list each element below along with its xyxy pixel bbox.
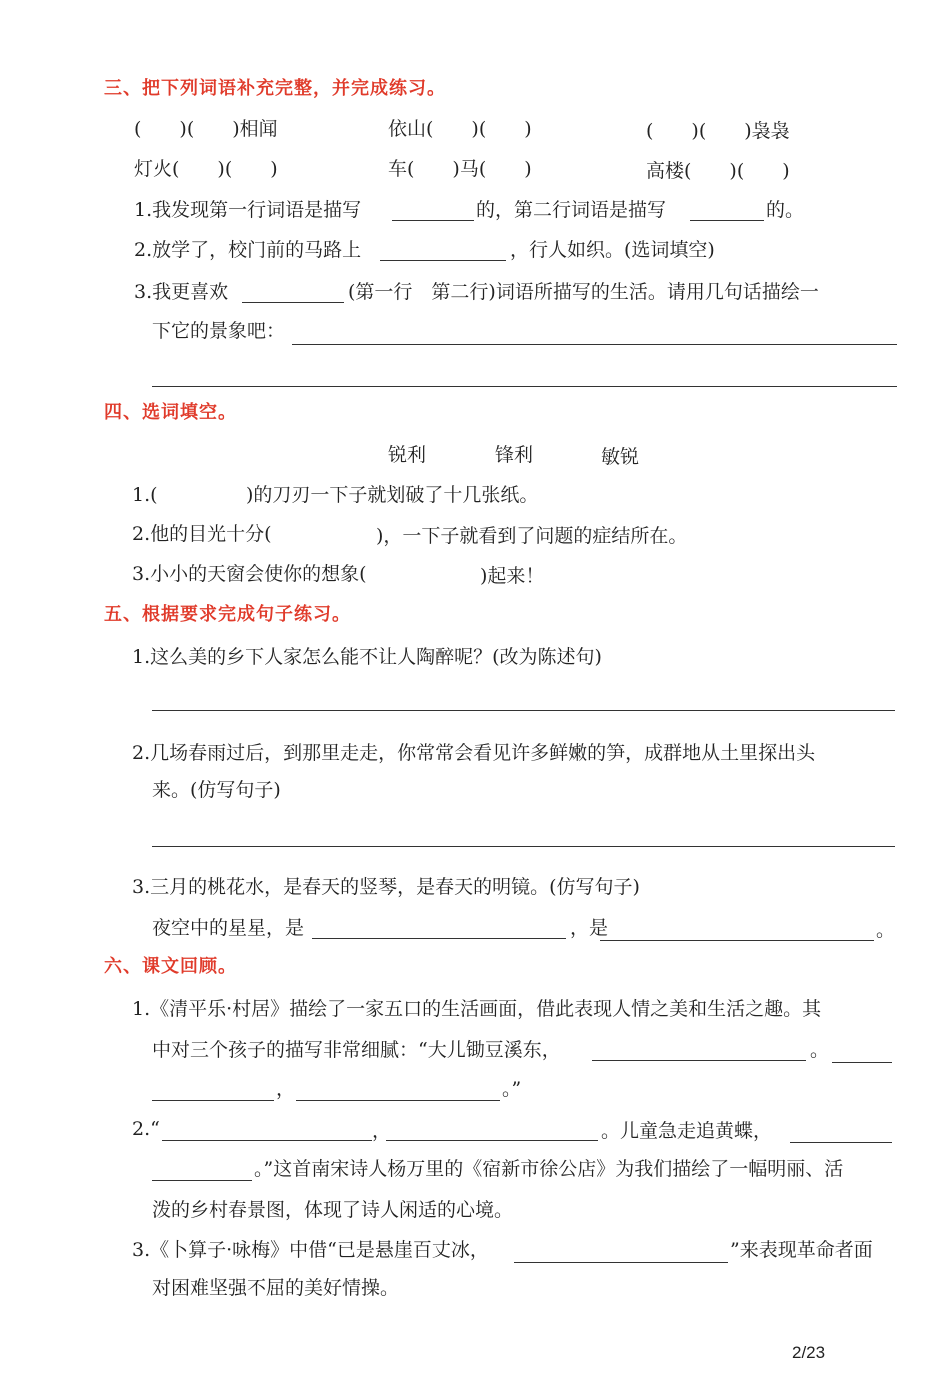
q6-2-line-1-part-a: 2.“ [132,1118,160,1140]
q5-3-part-b: ，是 [570,917,609,939]
word-option: 锐利 [388,444,427,466]
idiom-2-2: 车( )马( ) [388,158,532,180]
q3-1-part-b: 的，第二行词语是描写 [476,199,667,221]
q3-1-part-c: 的。 [766,199,805,221]
q6-2-line-3: 泼的乡村春景图，体现了诗人闲适的心境。 [152,1199,514,1221]
answer-blank[interactable] [832,1062,892,1063]
q6-1-line-3-part-a: ， [276,1078,296,1100]
q4-2-part-a: 2.他的目光十分( [132,523,272,545]
q3-2-part-b: ，行人如织。(选词填空) [510,239,715,261]
q4-1-part-a: 1.( [132,484,158,506]
idiom-1-2: 依山( )( ) [388,118,532,140]
answer-blank[interactable] [152,1180,252,1181]
answer-line[interactable] [152,710,895,711]
answer-blank[interactable] [162,1140,372,1141]
idiom-1-3: ( )( )袅袅 [646,120,790,142]
q6-1-line-3-part-b: 。” [502,1078,522,1100]
q3-3-part-c: 下它的景象吧： [152,320,286,342]
q5-1: 1.这么美的乡下人家怎么能不让人陶醉呢？(改为陈述句) [132,646,602,668]
idiom-2-1: 灯火( )( ) [134,158,278,180]
answer-line[interactable] [152,386,897,387]
q3-2-part-a: 2.放学了，校门前的马路上 [134,239,362,261]
answer-blank[interactable] [242,302,344,303]
q5-3: 3.三月的桃花水，是春天的竖琴，是春天的明镜。(仿写句子) [132,876,640,898]
section-6-heading: 六、课文回顾。 [104,956,237,977]
q5-2-line-1: 2.几场春雨过后，到那里走走，你常常会看见许多鲜嫩的笋，成群地从土里探出头 [132,742,816,764]
word-option: 锋利 [495,444,534,466]
answer-blank[interactable] [600,940,874,941]
q6-3-line-1-part-a: 3.《卜算子·咏梅》中借“已是悬崖百丈冰， [132,1239,489,1261]
section-5-heading: 五、根据要求完成句子练习。 [104,604,351,625]
page-number: 2/23 [792,1343,826,1362]
q3-3-part-b: (第一行 第二行)词语所描写的生活。请用几句话描绘一 [348,281,819,303]
q6-2-line-2: 。”这首南宋诗人杨万里的《宿新市徐公店》为我们描绘了一幅明丽、活 [254,1158,844,1180]
idiom-2-3: 高楼( )( ) [646,160,790,182]
answer-blank[interactable] [790,1142,892,1143]
q6-3-line-1-part-b: ”来表现革命者面 [730,1239,873,1261]
answer-blank[interactable] [296,1100,500,1101]
answer-blank[interactable] [386,1140,598,1141]
q6-1-line-1: 1.《清平乐·村居》描绘了一家五口的生活画面，借此表现人情之美和生活之趣。其 [132,998,822,1020]
answer-line[interactable] [292,344,897,345]
q6-1-line-2-part-b: 。 [810,1039,830,1061]
answer-blank[interactable] [592,1060,806,1061]
answer-blank[interactable] [312,938,566,939]
q3-3-part-a: 3.我更喜欢 [134,281,229,303]
answer-blank[interactable] [380,260,506,261]
q6-2-line-1-part-b: ， [372,1120,392,1142]
q5-2-line-2: 来。(仿写句子) [152,779,281,801]
q4-1-part-b: )的刀刃一下子就划破了十几张纸。 [246,484,539,506]
q4-2-part-b: )，一下子就看到了问题的症结所在。 [376,525,688,547]
q5-3-part-c: 。 [876,919,896,941]
q6-3-line-2: 对困难坚强不屈的美好情操。 [152,1277,400,1299]
answer-blank[interactable] [392,220,474,221]
q3-1-part-a: 1.我发现第一行词语是描写 [134,199,362,221]
answer-blank[interactable] [690,220,764,221]
q4-3-part-b: )起来！ [480,565,545,587]
q4-3-part-a: 3.小小的天窗会使你的想象( [132,563,367,585]
answer-blank[interactable] [152,1100,274,1101]
answer-line[interactable] [152,846,895,847]
idiom-1-1: ( )( )相闻 [134,118,278,140]
q6-1-line-2-part-a: 中对三个孩子的描写非常细腻：“大儿锄豆溪东， [152,1039,561,1061]
word-option: 敏锐 [601,446,640,468]
q5-3-part-a: 夜空中的星星，是 [152,917,305,939]
answer-blank[interactable] [514,1262,728,1263]
q6-2-line-1-part-c: 。儿童急走追黄蝶， [601,1120,773,1142]
section-3-heading: 三、把下列词语补充完整，并完成练习。 [104,78,446,99]
section-4-heading: 四、选词填空。 [104,402,237,423]
